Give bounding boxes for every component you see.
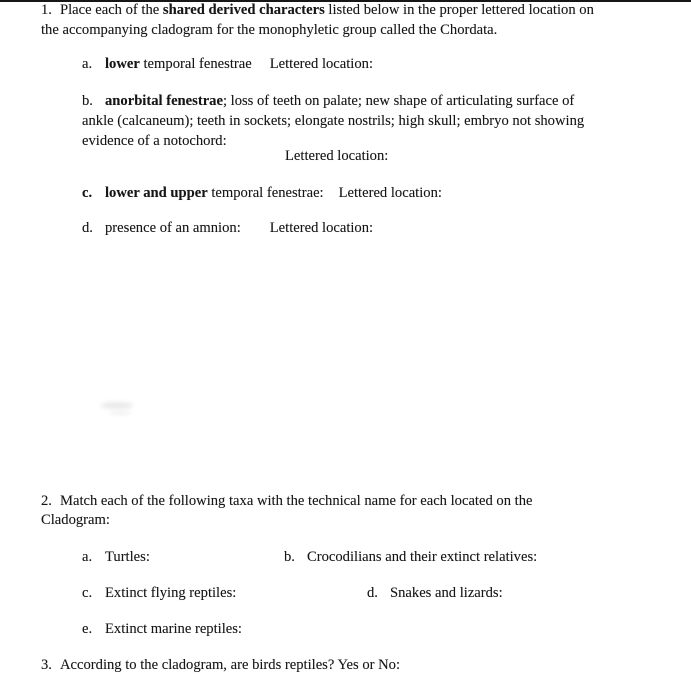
q1-item-b-lettered-location-label: Lettered location: <box>285 148 389 164</box>
question-2-number: 2. <box>41 493 52 509</box>
question-1-line-1 <box>41 0 594 20</box>
q1-item-b-bold: anorbital fenestrae <box>105 93 223 109</box>
q1-item-d-marker: d. <box>82 220 93 236</box>
q2-item-extinct-marine-reptiles <box>82 619 242 639</box>
question-1-text-cont: the accompanying cladogram for the monophyletic group called the Chordata. <box>41 22 498 38</box>
q1-item-c <box>82 183 442 203</box>
q1-item-c-bold: lower and upper <box>105 185 208 201</box>
q2-item-extinct-flying-reptiles <box>82 583 236 603</box>
q2-item-turtles <box>82 547 150 567</box>
q1-item-b-line-2 <box>82 111 584 131</box>
q2-item-d-marker: d. <box>367 585 378 601</box>
q2-item-c-marker: c. <box>82 585 93 601</box>
q1-item-c-lettered-location-label: Lettered location: <box>338 185 442 201</box>
q2-item-d-text: Snakes and lizards: <box>390 585 503 601</box>
q1-item-b-line-1 <box>82 91 574 111</box>
q1-item-a-marker: a. <box>82 56 93 72</box>
question-3-text: According to the cladogram, are birds reptiles? Yes or No: <box>60 657 401 673</box>
question-2-line-2 <box>41 510 110 530</box>
q1-item-b-text-3: evidence of a notochord: <box>82 133 227 149</box>
question-3 <box>41 655 400 675</box>
q1-item-b-lettered-location <box>285 146 388 166</box>
q1-item-b-text-2: ankle (calcaneum); teeth in sockets; elongate nostrils; high skull; embryo not showing <box>82 113 585 129</box>
question-2-line-1 <box>41 491 532 511</box>
scan-smudge <box>101 402 133 409</box>
q2-item-b-text: Crocodilians and their extinct relatives: <box>307 549 538 565</box>
q2-item-e-marker: e. <box>82 621 93 637</box>
q2-item-snakes-and-lizards <box>367 583 503 603</box>
q1-item-b-text-1: ; loss of teeth on palate; new shape of articulating surface of <box>222 93 575 109</box>
q1-item-d-lettered-location-label: Lettered location: <box>269 220 374 236</box>
q1-item-d-text: presence of an amnion: <box>105 220 241 236</box>
question-3-number: 3. <box>41 657 52 673</box>
question-1-number: 1. <box>41 2 52 18</box>
question-2-text-cont: Cladogram: <box>41 512 110 528</box>
scan-smudge <box>109 411 131 415</box>
question-1-text-bold: shared derived characters <box>162 2 325 18</box>
q2-item-crocodilians <box>284 547 537 567</box>
question-2-text: Match each of the following taxa with the technical name for each located on the <box>60 493 533 509</box>
q1-item-c-text: temporal fenestrae: <box>207 185 324 201</box>
q2-item-a-marker: a. <box>82 549 93 565</box>
question-1-text-post: listed below in the proper lettered location on <box>324 2 594 18</box>
q1-item-a-bold: lower <box>105 56 140 72</box>
q1-item-a-lettered-location-label: Lettered location: <box>269 56 374 72</box>
q1-item-c-marker: c. <box>82 185 93 201</box>
q2-item-b-marker: b. <box>284 549 295 565</box>
q2-item-c-text: Extinct flying reptiles: <box>105 585 237 601</box>
q1-item-a <box>82 54 373 74</box>
q2-item-a-text: Turtles: <box>105 549 150 565</box>
q1-item-a-text: temporal fenestrae <box>139 56 252 72</box>
question-1-line-2 <box>41 20 497 40</box>
q2-item-e-text: Extinct marine reptiles: <box>105 621 242 637</box>
q1-item-b-marker: b. <box>82 93 93 109</box>
q1-item-b-line-3 <box>82 131 227 151</box>
q1-item-d <box>82 218 373 238</box>
question-1-text-pre: Place each of the <box>60 2 163 18</box>
